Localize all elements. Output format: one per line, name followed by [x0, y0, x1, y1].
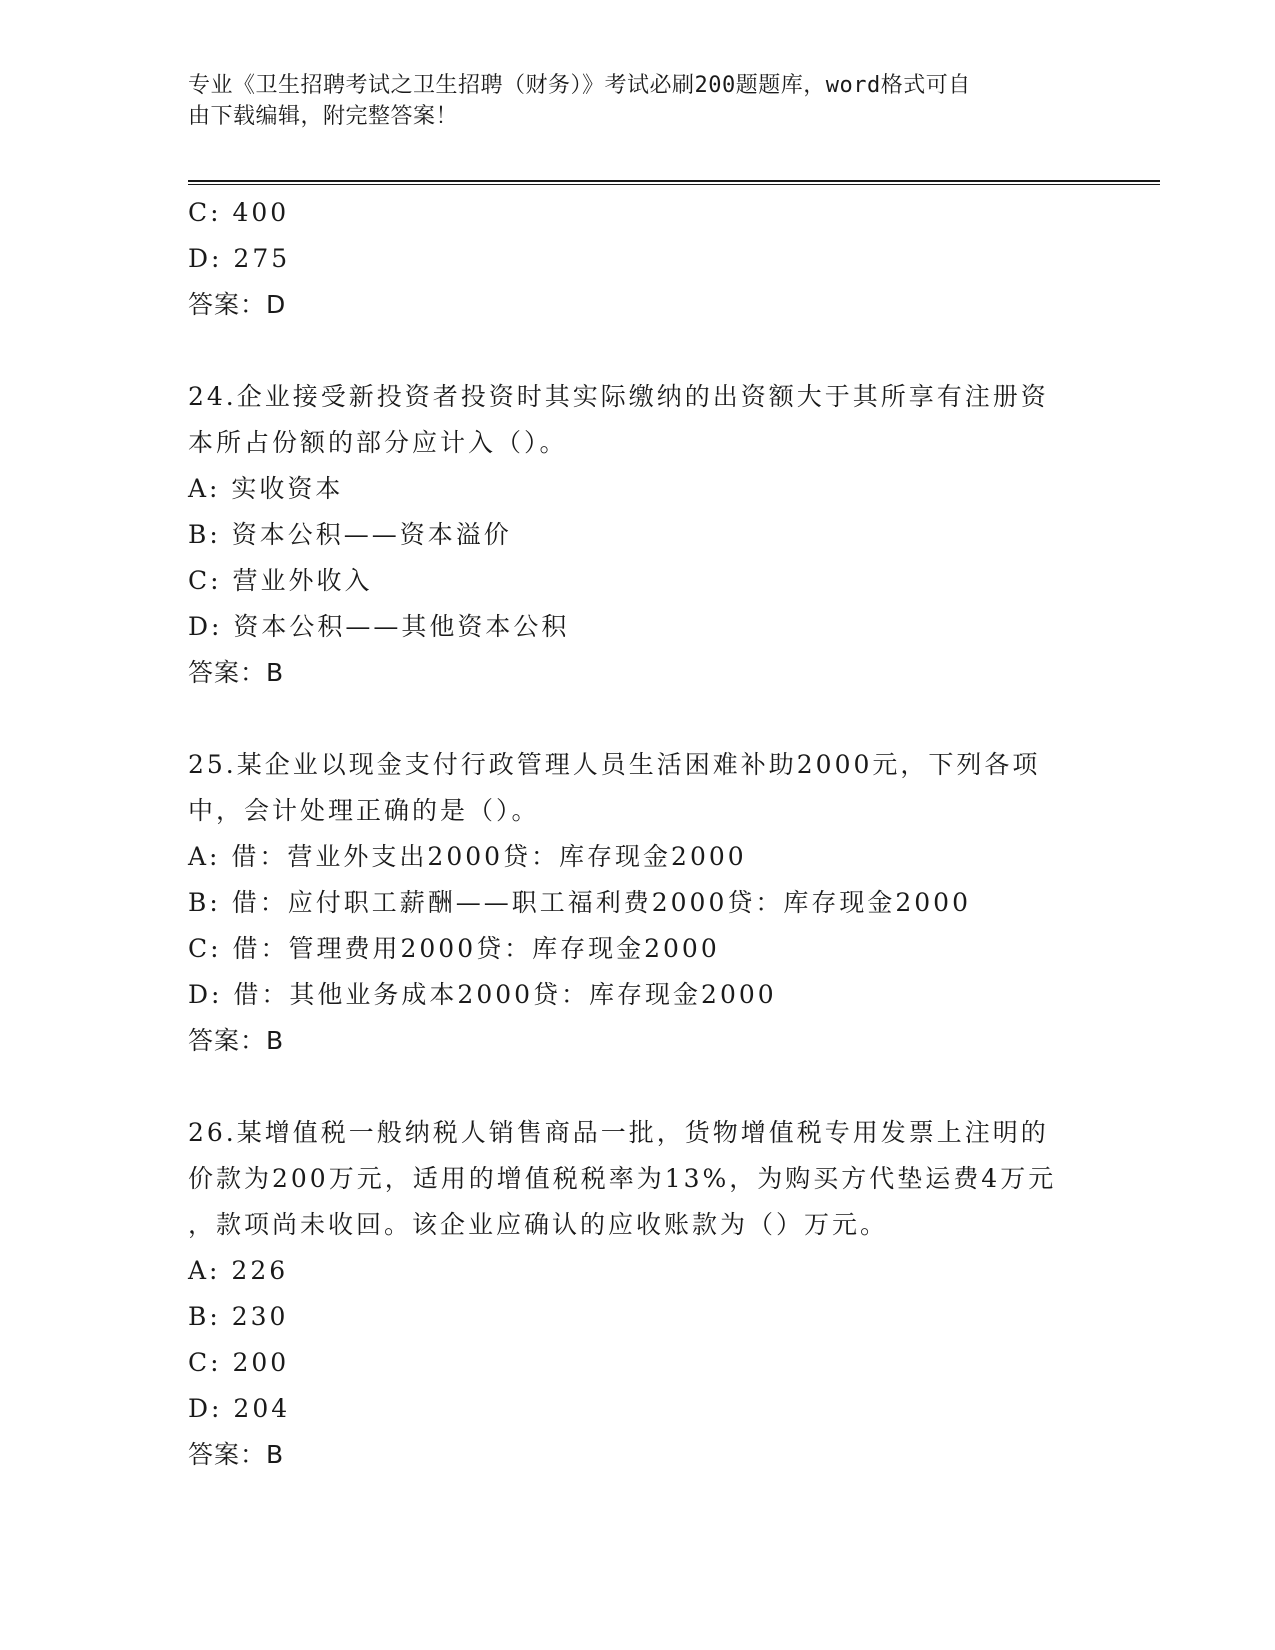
answer-line: 答案：B [188, 1026, 285, 1055]
option-c: C: 营业外收入 [188, 566, 373, 595]
question-stem: 价款为200万元，适用的增值税税率为13%，为购买方代垫运费4万元 [188, 1164, 1057, 1193]
option-a: A: 226 [188, 1256, 289, 1285]
option-c: C: 400 [188, 198, 290, 227]
option-d: D: 204 [188, 1394, 291, 1423]
question-26 [188, 1110, 1088, 1478]
answer-line: 答案：B [188, 1440, 285, 1469]
spacer [188, 696, 1088, 742]
header-divider-thin [188, 184, 1160, 185]
question-25 [188, 742, 1088, 1064]
spacer [188, 328, 1088, 374]
question-24 [188, 374, 1088, 696]
document-header [188, 70, 1068, 132]
option-a: A: 借：营业外支出2000贷：库存现金2000 [188, 842, 747, 871]
spacer [188, 1064, 1088, 1110]
question-23-tail [188, 190, 1088, 328]
answer-line: 答案：B [188, 658, 285, 687]
option-b: B: 230 [188, 1302, 289, 1331]
question-stem: 本所占份额的部分应计入（）。 [188, 428, 568, 457]
question-stem: 24.企业接受新投资者投资时其实际缴纳的出资额大于其所享有注册资 [188, 382, 1049, 411]
option-b: B: 借：应付职工薪酬——职工福利费2000贷：库存现金2000 [188, 888, 971, 917]
option-d: D: 275 [188, 244, 291, 273]
answer-line: 答案：D [188, 290, 287, 319]
option-d: D: 资本公积——其他资本公积 [188, 612, 570, 641]
option-d: D: 借：其他业务成本2000贷：库存现金2000 [188, 980, 777, 1009]
question-stem: ，款项尚未收回。该企业应确认的应收账款为（）万元。 [188, 1210, 889, 1239]
question-content [188, 190, 1088, 1478]
question-stem: 中，会计处理正确的是（）。 [188, 796, 540, 825]
question-stem: 25.某企业以现金支付行政管理人员生活困难补助2000元，下列各项 [188, 750, 1041, 779]
option-c: C: 借：管理费用2000贷：库存现金2000 [188, 934, 720, 963]
header-line-1: 专业《卫生招聘考试之卫生招聘（财务）》考试必刷200题题库，word格式可自 [188, 73, 971, 98]
header-line-2: 由下载编辑，附完整答案！ [188, 104, 459, 129]
option-a: A: 实收资本 [188, 474, 344, 503]
option-b: B: 资本公积——资本溢价 [188, 520, 512, 549]
question-stem: 26.某增值税一般纳税人销售商品一批，货物增值税专用发票上注明的 [188, 1118, 1049, 1147]
header-divider-thick [188, 180, 1160, 182]
option-c: C: 200 [188, 1348, 290, 1377]
